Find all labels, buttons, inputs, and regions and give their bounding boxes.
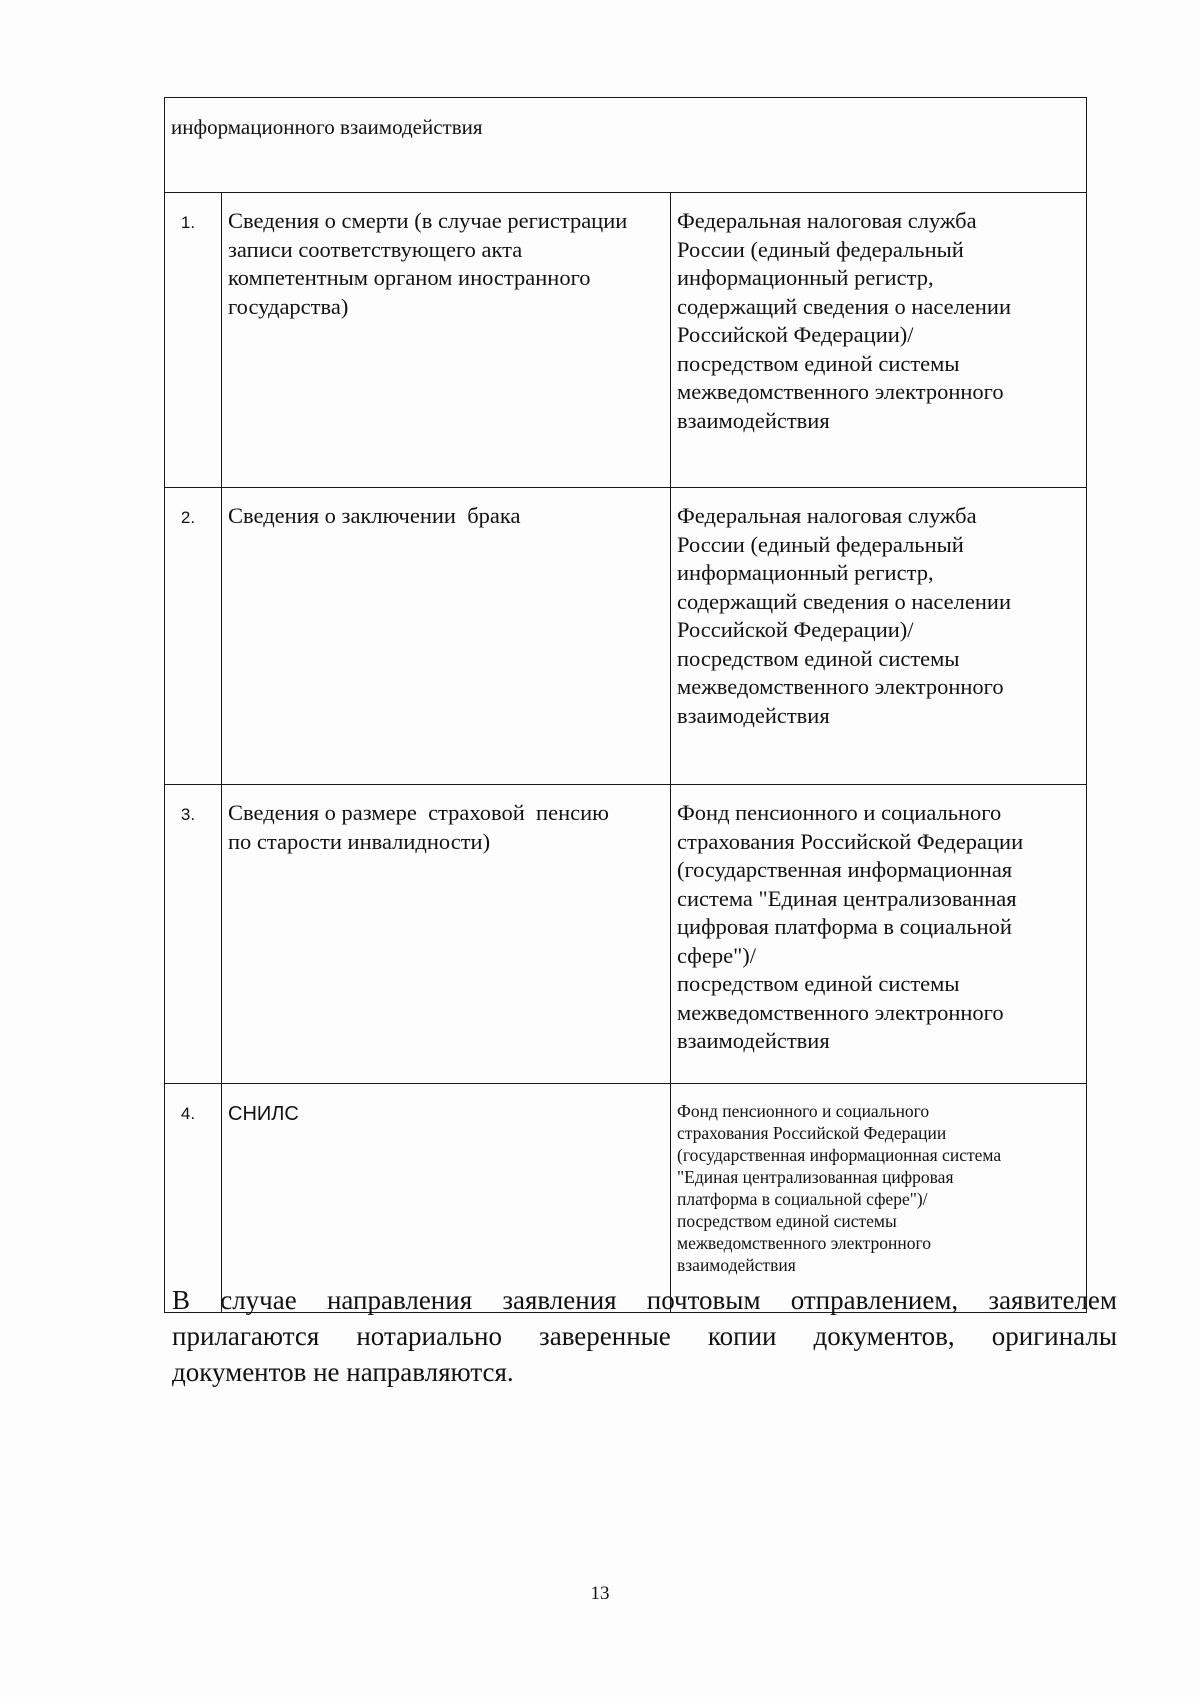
source-line: посредством единой системы (677, 645, 960, 671)
info-line: государства) (228, 293, 349, 319)
info-line: по старости инвалидности) (228, 828, 491, 854)
info-line: компетентным органом иностранного (228, 265, 591, 290)
source-line: страхования Российской Федерации (677, 1123, 947, 1143)
source-line: Фонд пенсионного и социального (677, 1101, 930, 1121)
info-cell (222, 488, 671, 785)
info-line: Сведения о размере страховой пенсию (228, 800, 609, 825)
table-row (165, 488, 1087, 785)
source-line: Федеральная налоговая служба (677, 208, 977, 233)
source-line: России (единый федеральный (677, 531, 964, 557)
source-line: Российской Федерации)/ (677, 322, 914, 347)
source-cell (671, 1084, 1087, 1313)
table-row (165, 1084, 1087, 1313)
source-line: страхования Российской Федерации (677, 828, 1024, 854)
page-number: 13 (590, 1583, 610, 1604)
source-line: России (единый федеральный (677, 236, 964, 262)
row-number: 4. (165, 1084, 222, 1313)
source-line: информационный регистр, (677, 560, 934, 585)
source-line: взаимодействия (677, 1255, 796, 1275)
source-cell (671, 193, 1087, 488)
source-line: информационный регистр, (677, 265, 934, 290)
info-line: Сведения о заключении брака (228, 503, 521, 528)
source-line: цифровая платформа в социальной (677, 914, 1012, 939)
source-line: содержащий сведения о населении (677, 293, 1011, 319)
source-line: Федеральная налоговая служба (677, 503, 977, 528)
source-cell (671, 488, 1087, 785)
info-cell (222, 785, 671, 1084)
source-line: Фонд пенсионного и социального (677, 800, 1002, 825)
source-line: взаимодействия (677, 1028, 830, 1053)
source-line: посредством единой системы (677, 350, 960, 376)
source-line: посредством единой системы (677, 1211, 897, 1231)
paragraph-line: прилагаются нотариально заверенные копии документов, оригиналы (172, 1321, 1117, 1351)
info-cell (222, 1084, 671, 1313)
source-line: содержащий сведения о населении (677, 588, 1011, 614)
source-line: (государственная информационная система (677, 1145, 1002, 1165)
row-number: 3. (165, 785, 222, 1084)
table-row (165, 193, 1087, 488)
row-number: 1. (165, 193, 222, 488)
source-line: посредством единой системы (677, 971, 960, 996)
row-number: 2. (165, 488, 222, 785)
source-line: межведомственного электронного (677, 674, 1004, 699)
source-line: межведомственного электронного (677, 999, 1004, 1025)
source-line: (государственная информационная (677, 857, 1013, 882)
source-line: межведомственного электронного (677, 379, 1004, 404)
interaction-table (164, 97, 1087, 1313)
info-line: Сведения о смерти (в случае регистрации (228, 208, 628, 233)
info-line: записи соответствующего акта (228, 236, 523, 262)
source-line: межведомственного электронного (677, 1233, 932, 1253)
table-row (165, 785, 1087, 1084)
source-line: взаимодействия (677, 407, 830, 433)
table-header-cell (165, 98, 1087, 193)
source-line: система "Единая централизованная (677, 885, 1017, 911)
table-header-text: информационного взаимодействия (171, 115, 483, 139)
source-line: взаимодействия (677, 702, 830, 728)
body-paragraph (172, 1282, 1117, 1390)
info-cell (222, 193, 671, 488)
source-line: Российской Федерации)/ (677, 617, 914, 642)
source-line: сфере")/ (677, 942, 756, 968)
source-cell (671, 785, 1087, 1084)
info-line: СНИЛС (228, 1103, 299, 1125)
table-header-row (165, 98, 1087, 193)
paragraph-line: документов не направляются. (172, 1357, 514, 1387)
source-line: платформа в социальной сфере")/ (677, 1189, 928, 1209)
paragraph-line: В случае направления заявления почтовым отправлением, заявителем (172, 1285, 1117, 1315)
source-line: "Единая централизованная цифровая (677, 1167, 954, 1187)
